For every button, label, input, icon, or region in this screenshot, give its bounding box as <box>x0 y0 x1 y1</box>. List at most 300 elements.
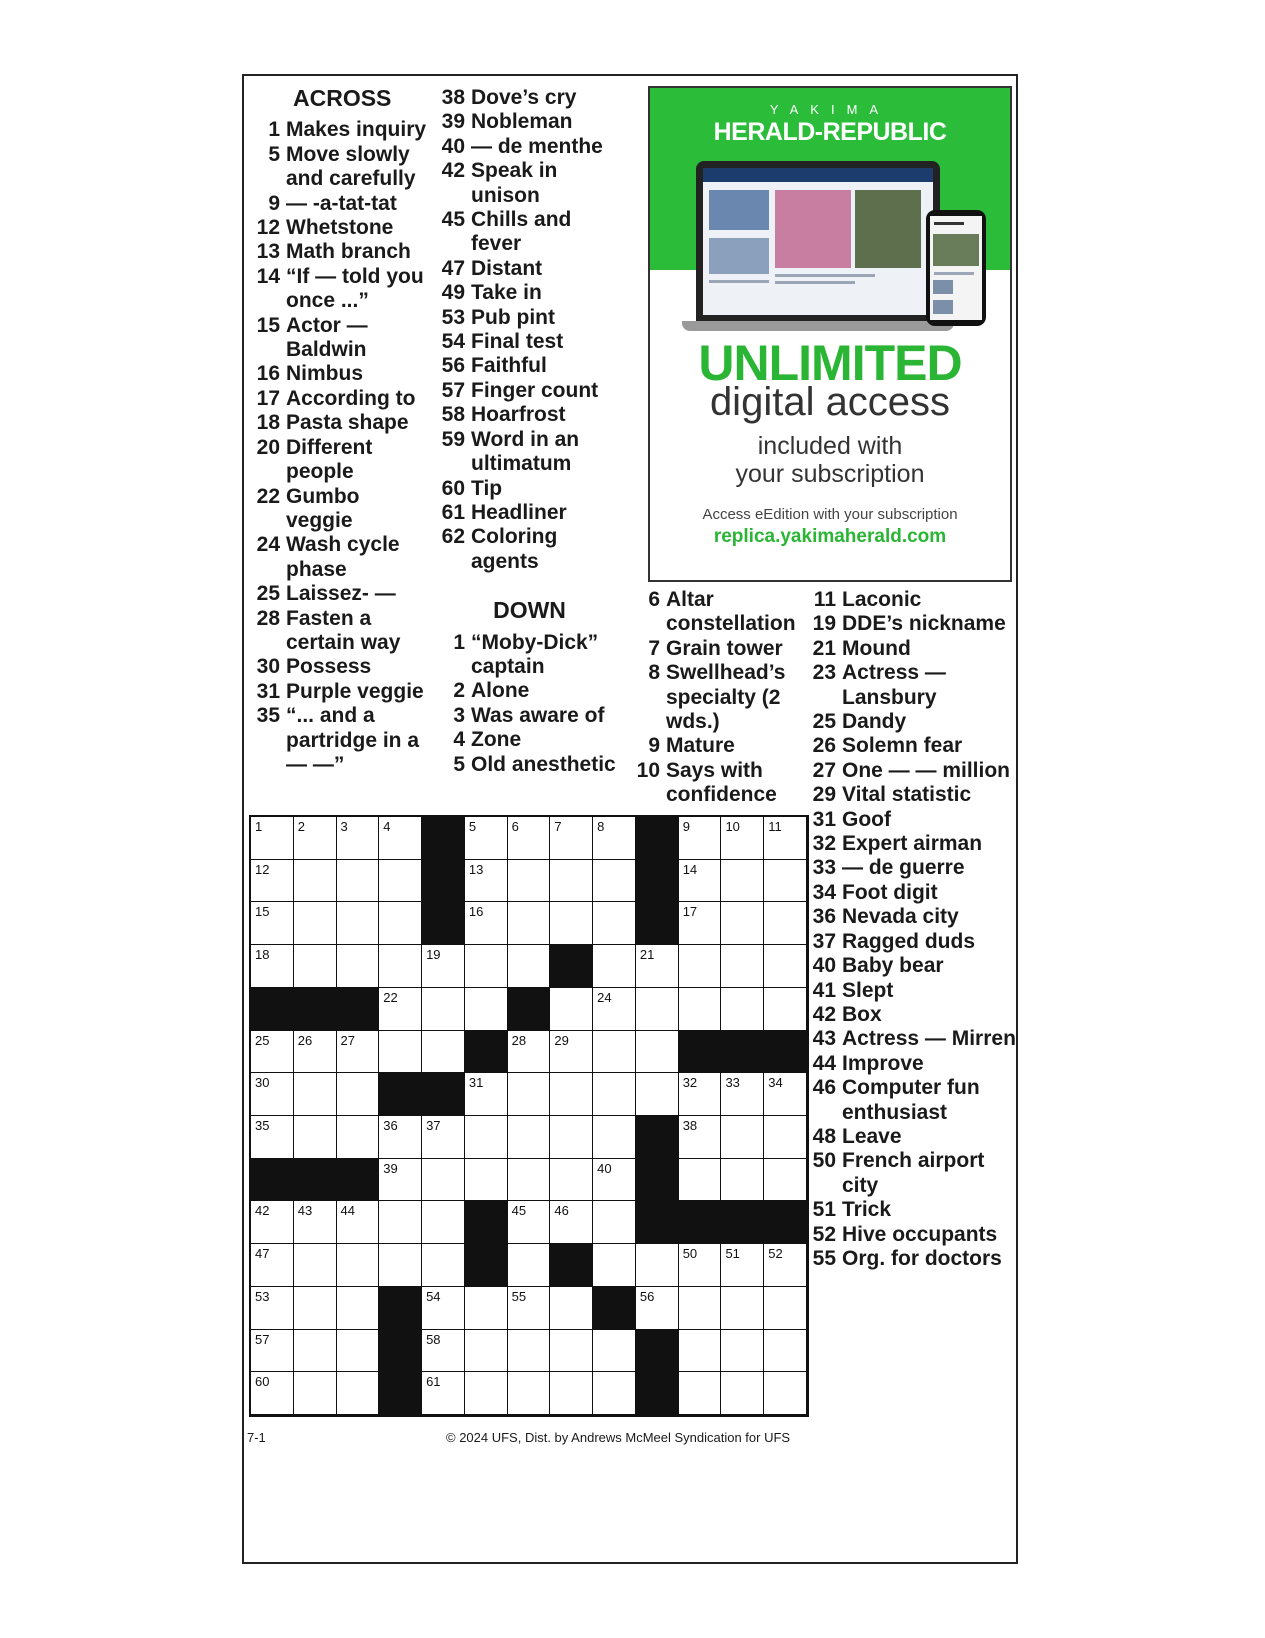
cell-number: 16 <box>468 904 484 920</box>
down-clue-31 <box>808 808 1018 832</box>
clue-number: 27 <box>812 758 836 782</box>
grid-cell[interactable] <box>550 902 593 945</box>
grid-cell[interactable] <box>337 902 380 945</box>
down-clue-7 <box>632 637 810 661</box>
clue-text: Dandy <box>842 710 907 734</box>
grid-cell[interactable] <box>764 1372 807 1415</box>
grid-cell[interactable] <box>379 902 422 945</box>
grid-cell[interactable] <box>251 902 294 945</box>
cell-number: 52 <box>768 1246 783 1262</box>
clue-text: Actor — Baldwin <box>286 313 368 362</box>
across-clue-16 <box>252 362 430 386</box>
grid-cell[interactable] <box>337 1372 380 1415</box>
grid-cell[interactable] <box>721 1159 764 1202</box>
clue-number: 45 <box>441 208 465 232</box>
grid-cell[interactable] <box>379 1244 422 1287</box>
clue-number: 46 <box>812 1076 836 1100</box>
grid-cell[interactable] <box>508 1330 551 1373</box>
cell-number: 50 <box>682 1246 698 1262</box>
grid-cell[interactable] <box>508 1287 551 1330</box>
clue-number: 6 <box>648 588 660 611</box>
grid-cell[interactable] <box>294 1287 337 1330</box>
down-clue-8 <box>632 661 810 734</box>
clue-number: 40 <box>812 954 836 978</box>
clue-text: Altar constellation <box>666 588 796 636</box>
clue-text: Finger count <box>471 378 599 402</box>
across-clue-49 <box>437 281 622 305</box>
across-clue-15 <box>252 314 430 363</box>
down-column-3 <box>808 588 1018 1271</box>
grid-block <box>465 1031 508 1074</box>
clue-number: 43 <box>812 1027 836 1051</box>
grid-cell[interactable] <box>721 902 764 945</box>
grid-block <box>422 1073 465 1116</box>
grid-cell[interactable] <box>422 945 465 988</box>
clue-text: Possess <box>286 655 372 679</box>
grid-cell[interactable] <box>251 817 294 860</box>
grid-cell[interactable] <box>422 1244 465 1287</box>
cell-number: 37 <box>426 1118 441 1133</box>
clue-text: Pasta shape <box>286 411 409 435</box>
down-clue-19 <box>808 612 1018 636</box>
grid-cell[interactable] <box>251 1287 294 1330</box>
grid-cell[interactable] <box>465 1330 508 1373</box>
cell-number: 10 <box>725 819 740 834</box>
clue-number: 17 <box>256 386 280 410</box>
clue-text: Computer fun enthusiast <box>842 1076 980 1124</box>
grid-cell[interactable] <box>465 902 508 945</box>
grid-block <box>636 1201 679 1244</box>
across-clue-24 <box>252 533 430 582</box>
clue-text: Headliner <box>471 500 567 524</box>
grid-cell[interactable] <box>721 1116 764 1159</box>
grid-cell[interactable] <box>764 1287 807 1330</box>
grid-block <box>636 1330 679 1373</box>
clue-text: Laconic <box>842 588 922 611</box>
grid-cell[interactable] <box>508 902 551 945</box>
grid-cell[interactable] <box>251 860 294 903</box>
down-clue-34 <box>808 881 1018 905</box>
grid-cell[interactable] <box>593 1372 636 1415</box>
across-clue-60 <box>437 477 622 501</box>
down-clue-37 <box>808 930 1018 954</box>
grid-cell[interactable] <box>764 817 807 860</box>
grid-cell[interactable] <box>721 1330 764 1373</box>
grid-cell[interactable] <box>251 1201 294 1244</box>
grid-cell[interactable] <box>679 860 722 903</box>
grid-cell[interactable] <box>422 1330 465 1373</box>
grid-block <box>721 1201 764 1244</box>
clue-text: — -a-tat-tat <box>286 191 397 215</box>
across-clue-62 <box>437 525 622 574</box>
grid-cell[interactable] <box>508 1031 551 1074</box>
down-clue-26 <box>808 734 1018 758</box>
clue-text: “If — told you once ...” <box>286 264 424 313</box>
grid-cell[interactable] <box>379 1116 422 1159</box>
down-clue-11 <box>808 588 1018 612</box>
grid-cell[interactable] <box>251 1116 294 1159</box>
grid-cell[interactable] <box>294 1201 337 1244</box>
grid-cell[interactable] <box>764 1244 807 1287</box>
grid-cell[interactable] <box>294 945 337 988</box>
grid-cell[interactable] <box>251 1244 294 1287</box>
down-clue-9 <box>632 734 810 758</box>
cell-number: 58 <box>426 1331 441 1347</box>
crossword-grid[interactable] <box>249 815 809 1417</box>
cell-number: 26 <box>297 1032 313 1048</box>
cell-number: 31 <box>468 1075 484 1091</box>
grid-cell[interactable] <box>294 1372 337 1415</box>
grid-cell[interactable] <box>550 1031 593 1074</box>
cell-number: 6 <box>511 819 519 834</box>
clue-text: Swellhead’s specialty (2 wds.) <box>666 661 786 734</box>
grid-cell[interactable] <box>294 902 337 945</box>
down-clue-list <box>437 631 622 777</box>
clue-text: Chills and fever <box>471 208 572 256</box>
grid-cell[interactable] <box>593 1244 636 1287</box>
grid-cell[interactable] <box>337 1073 380 1116</box>
grid-cell[interactable] <box>465 945 508 988</box>
grid-cell[interactable] <box>422 1287 465 1330</box>
grid-cell[interactable] <box>337 1116 380 1159</box>
grid-cell[interactable] <box>764 1159 807 1202</box>
grid-block <box>379 1330 422 1373</box>
grid-cell[interactable] <box>422 988 465 1031</box>
clue-text: Take in <box>471 281 542 305</box>
subscription-ad[interactable] <box>648 86 1012 582</box>
clue-text: DDE’s nickname <box>842 612 1006 636</box>
down-clue-32 <box>808 832 1018 856</box>
grid-block <box>593 1287 636 1330</box>
clue-number: 21 <box>812 636 836 660</box>
clue-text: Dove’s cry <box>471 86 577 109</box>
cell-number: 38 <box>682 1118 698 1133</box>
grid-cell[interactable] <box>508 1073 551 1116</box>
grid-cell[interactable] <box>379 988 422 1031</box>
ad-brand-logo: HERALD-REPUBLIC <box>713 118 947 146</box>
grid-cell[interactable] <box>679 988 722 1031</box>
grid-cell[interactable] <box>465 1073 508 1116</box>
grid-cell[interactable] <box>550 1330 593 1373</box>
grid-block <box>337 988 380 1031</box>
grid-cell[interactable] <box>679 817 722 860</box>
clue-text: Whetstone <box>286 216 394 240</box>
grid-cell[interactable] <box>337 1330 380 1373</box>
clue-number: 40 <box>441 134 465 158</box>
grid-cell[interactable] <box>764 1073 807 1116</box>
cell-number: 44 <box>340 1203 355 1219</box>
cell-number: 22 <box>383 989 398 1005</box>
clue-number: 35 <box>256 704 280 728</box>
grid-block <box>422 817 465 860</box>
grid-cell[interactable] <box>550 1159 593 1202</box>
grid-cell[interactable] <box>465 1159 508 1202</box>
across-clue-56 <box>437 354 622 378</box>
grid-cell[interactable] <box>593 1116 636 1159</box>
clue-number: 5 <box>453 752 465 776</box>
grid-cell[interactable] <box>294 1073 337 1116</box>
grid-cell[interactable] <box>337 817 380 860</box>
grid-cell[interactable] <box>337 1031 380 1074</box>
grid-cell[interactable] <box>636 1073 679 1116</box>
down-clue-6 <box>632 588 810 637</box>
grid-cell[interactable] <box>593 860 636 903</box>
grid-cell[interactable] <box>721 860 764 903</box>
grid-cell[interactable] <box>465 1372 508 1415</box>
down-clue-list <box>808 588 1018 1271</box>
grid-cell[interactable] <box>379 1201 422 1244</box>
grid-cell[interactable] <box>721 1372 764 1415</box>
grid-cell[interactable] <box>550 1201 593 1244</box>
cell-number: 24 <box>597 989 612 1005</box>
grid-cell[interactable] <box>294 1116 337 1159</box>
clue-number: 11 <box>813 588 836 611</box>
grid-cell[interactable] <box>465 1287 508 1330</box>
clue-number: 54 <box>441 330 465 354</box>
clue-text: Slept <box>842 978 894 1002</box>
down-clue-52 <box>808 1223 1018 1247</box>
grid-cell[interactable] <box>636 1031 679 1074</box>
cell-number: 60 <box>255 1374 270 1390</box>
grid-cell[interactable] <box>251 1031 294 1074</box>
grid-cell[interactable] <box>251 1073 294 1116</box>
grid-cell[interactable] <box>465 817 508 860</box>
grid-cell[interactable] <box>593 1031 636 1074</box>
cell-number: 46 <box>554 1203 569 1219</box>
ad-access-text: Access eEdition with your subscription <box>702 506 958 523</box>
grid-cell[interactable] <box>550 817 593 860</box>
clue-number: 38 <box>441 86 465 109</box>
grid-block <box>636 817 679 860</box>
grid-cell[interactable] <box>294 817 337 860</box>
down-clue-23 <box>808 661 1018 710</box>
grid-cell[interactable] <box>550 1287 593 1330</box>
grid-cell[interactable] <box>337 1287 380 1330</box>
grid-cell[interactable] <box>679 1330 722 1373</box>
cell-number: 35 <box>255 1118 270 1133</box>
clue-number: 29 <box>812 783 836 807</box>
grid-cell[interactable] <box>294 1031 337 1074</box>
clue-text: “... and a partridge in a — —” <box>286 704 420 776</box>
grid-cell[interactable] <box>379 1031 422 1074</box>
grid-cell[interactable] <box>764 945 807 988</box>
grid-cell[interactable] <box>721 988 764 1031</box>
grid-cell[interactable] <box>679 945 722 988</box>
grid-cell[interactable] <box>465 1116 508 1159</box>
grid-cell[interactable] <box>251 945 294 988</box>
cell-number: 61 <box>426 1374 441 1390</box>
clue-number: 32 <box>812 832 836 856</box>
grid-cell[interactable] <box>508 860 551 903</box>
across-clue-45 <box>437 208 622 257</box>
down-clue-42 <box>808 1003 1018 1027</box>
down-clue-3 <box>437 704 622 728</box>
clue-text: Faithful <box>471 354 547 378</box>
clue-number: 10 <box>636 758 660 782</box>
ad-subhead: digital access <box>709 380 951 424</box>
clue-number: 55 <box>812 1246 836 1270</box>
grid-cell[interactable] <box>379 817 422 860</box>
grid-cell[interactable] <box>593 1159 636 1202</box>
grid-cell[interactable] <box>636 945 679 988</box>
across-clue-22 <box>252 485 430 534</box>
grid-cell[interactable] <box>764 902 807 945</box>
clue-text: Mature <box>666 734 735 758</box>
grid-cell[interactable] <box>679 1372 722 1415</box>
clue-number: 49 <box>441 281 465 305</box>
grid-cell[interactable] <box>294 1330 337 1373</box>
grid-cell[interactable] <box>593 1201 636 1244</box>
grid-cell[interactable] <box>422 1031 465 1074</box>
clue-number: 44 <box>812 1051 836 1075</box>
grid-cell[interactable] <box>422 1372 465 1415</box>
across-clue-58 <box>437 403 622 427</box>
clue-number: 33 <box>812 856 836 880</box>
clue-text: Says with confidence <box>666 758 777 807</box>
grid-cell[interactable] <box>593 1073 636 1116</box>
grid-cell[interactable] <box>593 988 636 1031</box>
grid-cell[interactable] <box>550 988 593 1031</box>
clue-number: 51 <box>812 1198 836 1222</box>
across-clue-31 <box>252 680 430 704</box>
clue-text: Hive occupants <box>842 1222 998 1246</box>
clue-text: Gumbo veggie <box>286 484 360 532</box>
grid-cell[interactable] <box>294 1244 337 1287</box>
grid-cell[interactable] <box>508 1201 551 1244</box>
clue-number: 25 <box>812 710 836 734</box>
clue-text: Makes inquiry <box>286 118 427 142</box>
clue-text: Coloring agents <box>471 525 558 573</box>
grid-cell[interactable] <box>636 988 679 1031</box>
grid-cell[interactable] <box>550 1073 593 1116</box>
grid-cell[interactable] <box>337 945 380 988</box>
down-clue-46 <box>808 1076 1018 1125</box>
grid-cell[interactable] <box>508 1244 551 1287</box>
grid-cell[interactable] <box>422 1159 465 1202</box>
across-clue-9 <box>252 192 430 216</box>
grid-cell[interactable] <box>593 1330 636 1373</box>
cell-number: 11 <box>768 819 782 834</box>
grid-cell[interactable] <box>251 1330 294 1373</box>
grid-cell[interactable] <box>721 1244 764 1287</box>
grid-cell[interactable] <box>679 1244 722 1287</box>
clue-number: 42 <box>441 159 465 183</box>
grid-cell[interactable] <box>721 817 764 860</box>
clue-text: Ragged duds <box>842 929 976 953</box>
across-clue-40 <box>437 135 622 159</box>
grid-cell[interactable] <box>422 1116 465 1159</box>
grid-cell[interactable] <box>465 988 508 1031</box>
grid-cell[interactable] <box>337 1201 380 1244</box>
grid-cell[interactable] <box>379 945 422 988</box>
across-column-1 <box>252 86 430 777</box>
grid-cell[interactable] <box>379 1159 422 1202</box>
clue-number: 48 <box>812 1124 836 1148</box>
clue-text: Distant <box>471 256 543 280</box>
grid-cell[interactable] <box>679 1116 722 1159</box>
grid-block <box>636 860 679 903</box>
clue-text: Tip <box>471 476 503 500</box>
grid-cell[interactable] <box>550 1116 593 1159</box>
across-clue-57 <box>437 379 622 403</box>
grid-cell[interactable] <box>508 1159 551 1202</box>
laptop-screen <box>703 168 933 315</box>
ad-url-link[interactable]: replica.yakimaherald.com <box>713 526 947 547</box>
down-clue-44 <box>808 1052 1018 1076</box>
grid-cell[interactable] <box>764 860 807 903</box>
across-heading: ACROSS <box>293 85 392 111</box>
clue-number: 34 <box>812 880 836 904</box>
grid-cell[interactable] <box>379 860 422 903</box>
grid-cell[interactable] <box>422 1201 465 1244</box>
grid-cell[interactable] <box>679 1073 722 1116</box>
clue-number: 53 <box>441 305 465 329</box>
cell-number: 7 <box>554 819 562 834</box>
cell-number: 18 <box>255 947 270 963</box>
across-clue-12 <box>252 216 430 240</box>
grid-cell[interactable] <box>508 945 551 988</box>
cell-number: 25 <box>255 1032 270 1048</box>
grid-cell[interactable] <box>465 860 508 903</box>
grid-cell[interactable] <box>337 1244 380 1287</box>
grid-cell[interactable] <box>508 1116 551 1159</box>
grid-cell[interactable] <box>508 1372 551 1415</box>
cell-number: 57 <box>255 1331 270 1347</box>
across-clue-14 <box>252 265 430 314</box>
grid-cell[interactable] <box>550 1372 593 1415</box>
clue-text: Fasten a certain way <box>286 606 401 654</box>
clue-text: Pub pint <box>471 305 555 329</box>
clue-number: 1 <box>453 630 465 654</box>
grid-cell[interactable] <box>337 860 380 903</box>
clue-number: 24 <box>256 533 280 557</box>
grid-cell[interactable] <box>636 1287 679 1330</box>
grid-cell[interactable] <box>679 902 722 945</box>
grid-cell[interactable] <box>294 860 337 903</box>
grid-cell[interactable] <box>593 817 636 860</box>
cell-number: 4 <box>383 819 391 834</box>
clue-text: Org. for doctors <box>842 1246 1002 1270</box>
grid-block <box>379 1073 422 1116</box>
down-clue-48 <box>808 1125 1018 1149</box>
cell-number: 19 <box>426 947 441 963</box>
grid-cell[interactable] <box>679 1159 722 1202</box>
grid-cell[interactable] <box>593 945 636 988</box>
grid-cell[interactable] <box>764 988 807 1031</box>
clue-text: Actress — Lansbury <box>842 661 946 709</box>
grid-cell[interactable] <box>636 1244 679 1287</box>
grid-cell[interactable] <box>251 1372 294 1415</box>
clue-number: 18 <box>256 411 280 435</box>
clue-text: One — — million <box>842 758 1011 782</box>
grid-cell[interactable] <box>764 1330 807 1373</box>
grid-cell[interactable] <box>550 860 593 903</box>
grid-cell[interactable] <box>679 1287 722 1330</box>
grid-block <box>422 902 465 945</box>
across-clue-47 <box>437 257 622 281</box>
cell-number: 40 <box>597 1160 612 1176</box>
grid-cell[interactable] <box>721 1287 764 1330</box>
across-clue-30 <box>252 655 430 679</box>
grid-cell[interactable] <box>721 1073 764 1116</box>
across-clue-list <box>252 118 430 777</box>
grid-cell[interactable] <box>593 902 636 945</box>
grid-cell[interactable] <box>508 817 551 860</box>
grid-cell[interactable] <box>764 1116 807 1159</box>
puzzle-date: 7-1 <box>247 1430 266 1445</box>
grid-cell[interactable] <box>721 945 764 988</box>
clue-number: 9 <box>268 191 280 215</box>
